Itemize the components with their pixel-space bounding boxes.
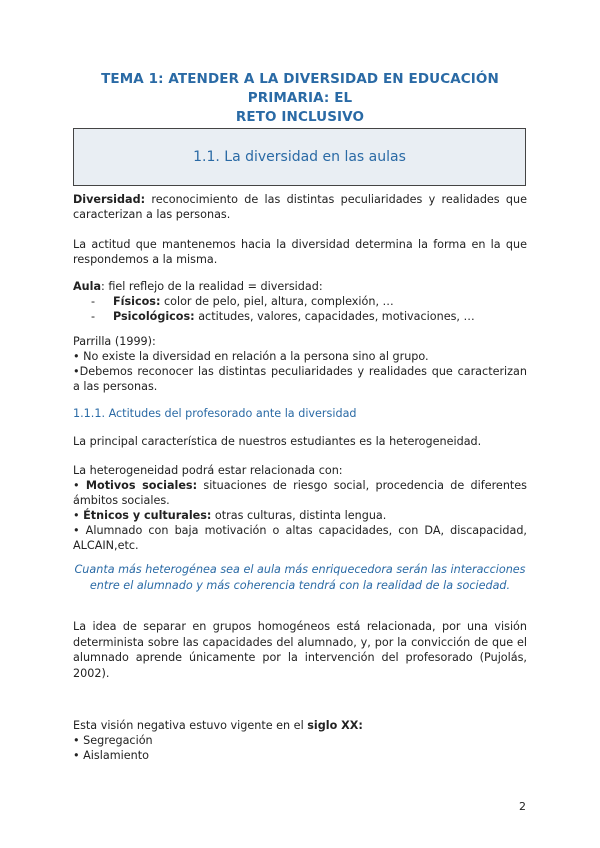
document-title [60,70,540,127]
idea-paragraph: La idea de separar en grupos homogéneos está relacionada, por una visión determinista sobre las capacidades del alumnado, y, por la convicción de que el alumnado aprende únicamente por la intervención del profesorado (Pujolás, 2002). [73,620,527,680]
vision-block [73,718,527,763]
dash-bullet-icon: - [91,310,96,323]
list-item: • Alumnado con baja motivación o altas capacidades, con DA, discapacidad, ALCAIN,etc. [73,524,527,552]
list-item-text: color de pelo, piel, altura, complexión, … [160,295,394,308]
parrilla-reference: Parrilla (1999): [73,335,156,348]
parrilla-block [73,334,527,394]
page-number: 2 [519,800,526,813]
list-item-text: situaciones de riesgo social, procedencia de diferentes ámbitos sociales. [73,479,528,507]
vision-intro-line [73,718,527,733]
list-item-text: otras culturas, distinta lengua. [211,509,387,522]
heterogeneidad-intro: La heterogeneidad podrá estar relacionada con: [73,464,343,477]
title-line-2: RETO INCLUSIVO [235,109,365,125]
principal-paragraph: La principal característica de nuestros estudiantes es la heterogeneidad. [73,435,482,448]
dash-bullet-icon: - [91,295,96,308]
vision-intro: Esta visión negativa estuvo vigente en el [73,719,308,732]
aula-block [73,279,527,324]
aula-definition: : fiel reflejo de la realidad = diversidad: [101,280,323,293]
parrilla-point: •Debemos reconocer las distintas peculiaridades y realidades que caracterizan a las personas. [73,365,527,393]
list-item-term: Psicológicos: [113,310,195,323]
parrilla-point: • No existe la diversidad en relación a la persona sino al grupo. [73,350,429,363]
highlighted-quote: Cuanta más heterogénea sea el aula más enriquecedora serán las interacciones entre el alumnado y más coherencia tendrá con la realidad de la sociedad. [74,563,526,592]
subsection-title: 1.1.1. Actitudes del profesorado ante la diversidad [73,407,357,420]
actitud-paragraph: La actitud que mantenemos hacia la diversidad determina la forma en la que respondemos a la misma. [73,238,527,266]
heterogeneidad-block [73,463,527,553]
diversidad-term: Diversidad: [73,193,146,206]
section-header-box [73,128,526,186]
list-item-text: actitudes, valores, capacidades, motivaciones, … [194,310,475,323]
aula-line [73,279,527,294]
list-item-term: Motivos sociales: [85,479,198,492]
list-item: • Aislamiento [73,749,149,762]
list-item-term: Étnicos y culturales: [83,509,212,522]
list-item [73,294,527,309]
list-item: • Motivos sociales: situaciones de riesgo social, procedencia de diferentes ámbitos sociales. [73,479,528,507]
list-item: • Étnicos y culturales: otras culturas, distinta lengua. [73,509,387,522]
list-item-term: Físicos: [113,295,161,308]
section-title: 1.1. La diversidad en las aulas [193,149,406,165]
diversidad-definition: reconocimiento de las distintas peculiaridades y realidades que caracterizan a las personas. [73,193,527,221]
title-line-1: TEMA 1: ATENDER A LA DIVERSIDAD EN EDUCACIÓN PRIMARIA: EL [101,71,499,106]
aula-term: Aula [73,280,102,293]
list-item [73,309,527,324]
vision-century: siglo XX: [307,719,363,732]
diversidad-paragraph [73,192,527,222]
list-item: • Segregación [73,734,153,747]
